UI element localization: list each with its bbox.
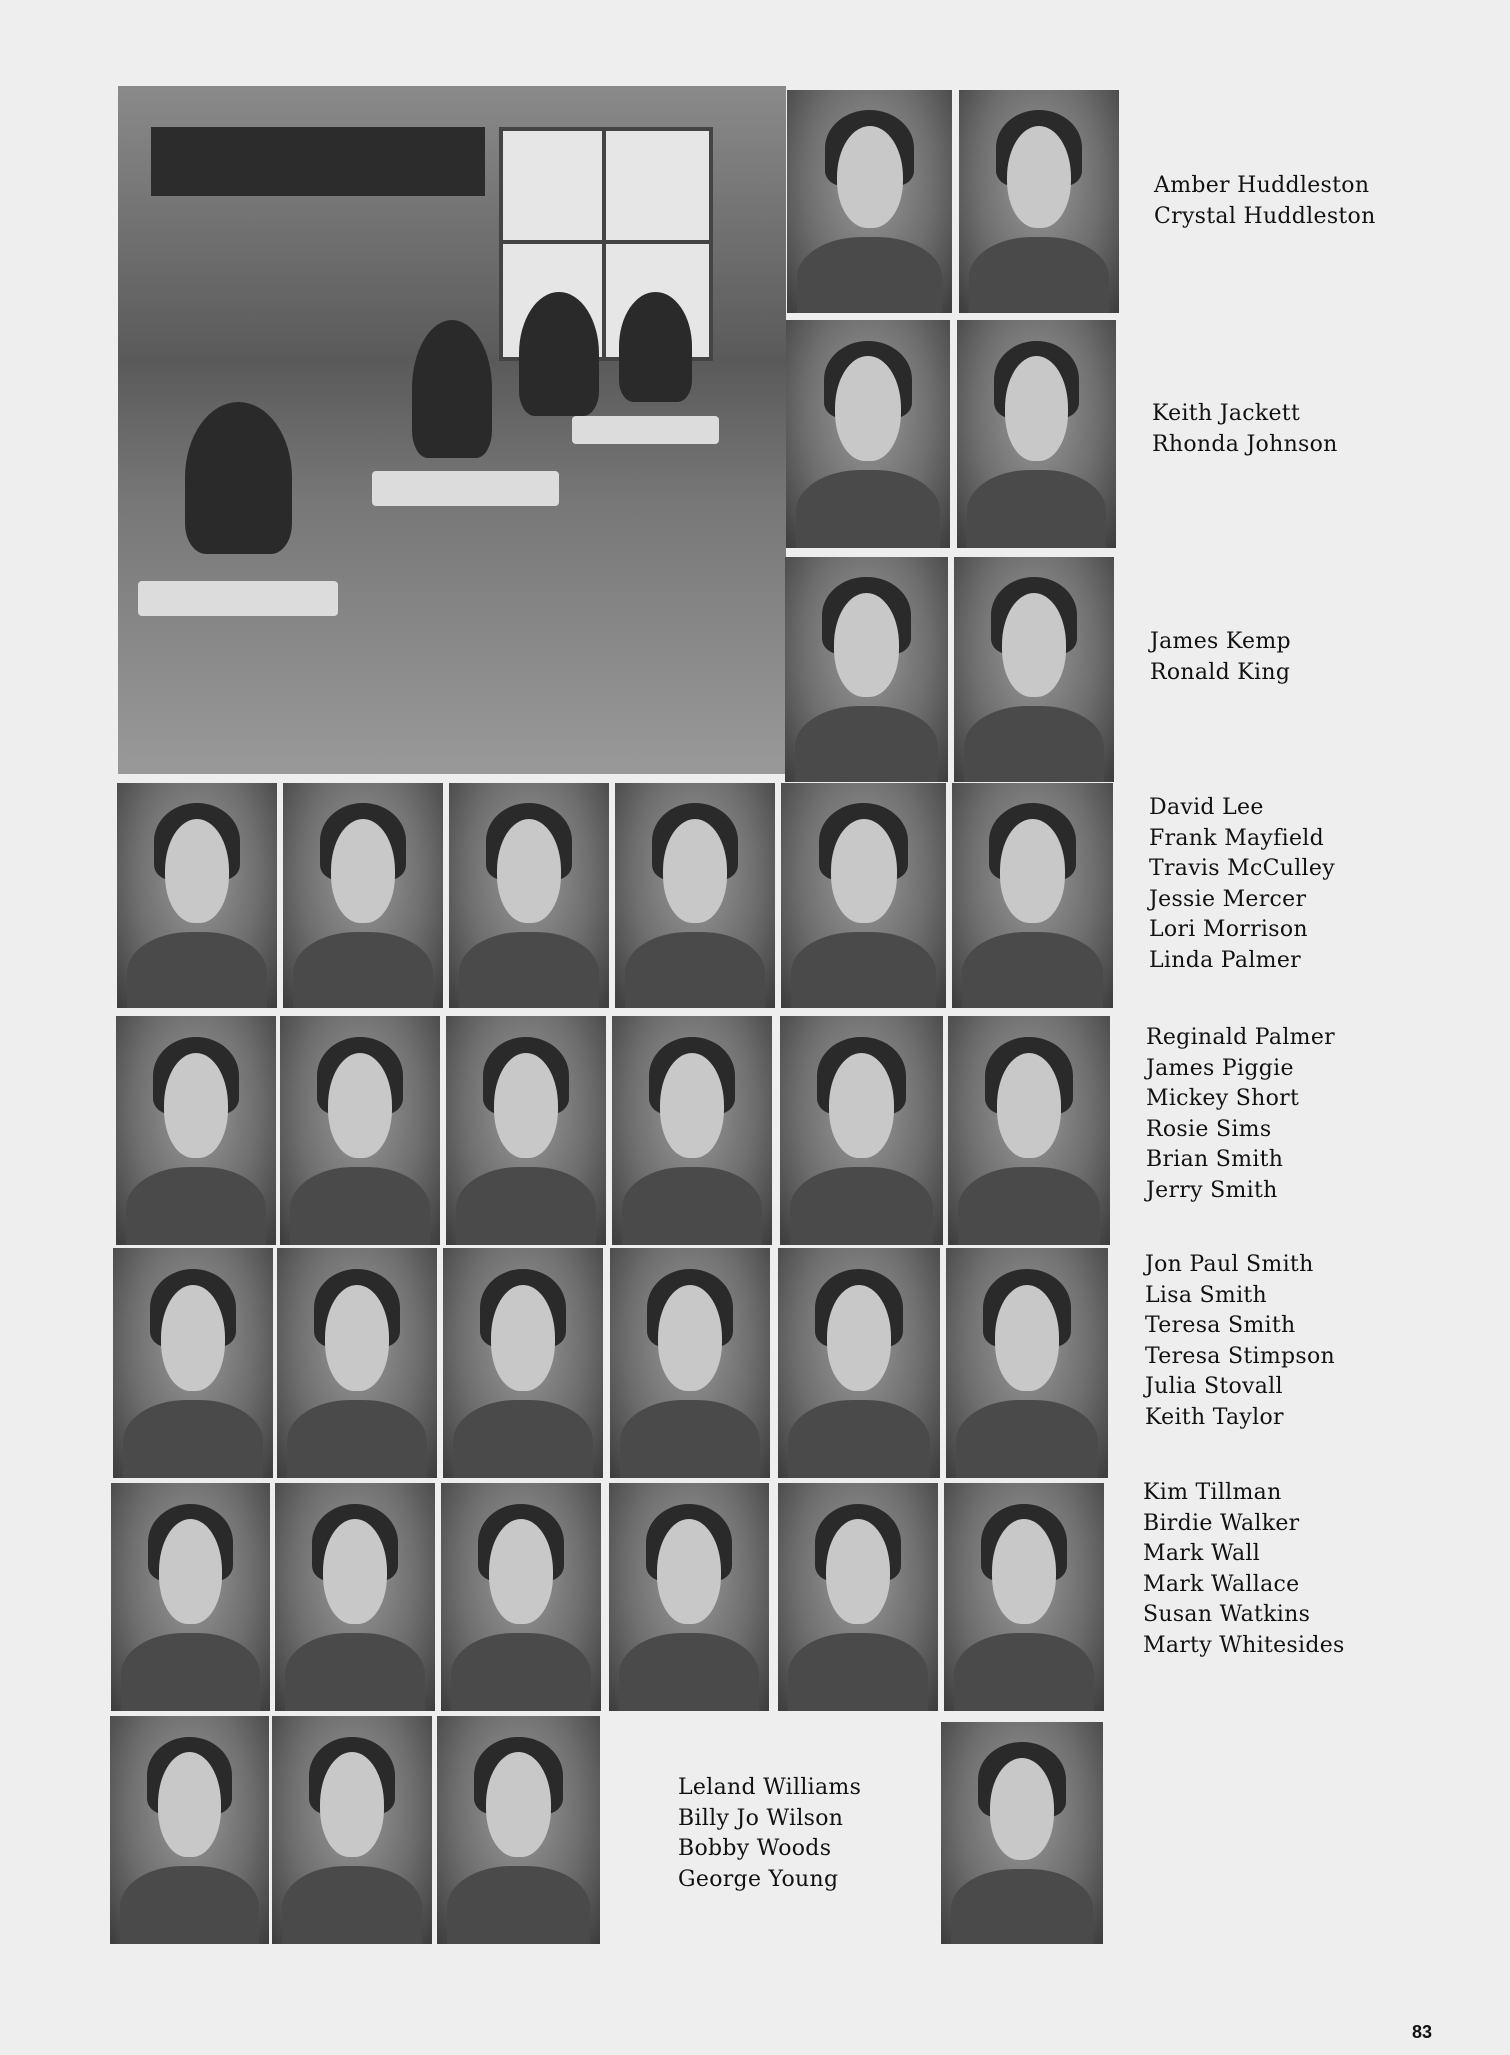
student-name: Teresa Smith [1145,1313,1296,1338]
student-portrait [785,557,948,782]
student-name: Kim Tillman [1143,1480,1282,1505]
student-portrait [612,1016,772,1245]
student-portrait [610,1248,770,1478]
student-portrait [280,1016,440,1245]
classroom-student [185,402,292,553]
classroom-student [519,292,599,416]
student-name: Billy Jo Wilson [678,1805,844,1831]
student-portrait [443,1248,603,1478]
student-name: Mickey Short [1146,1086,1300,1111]
classroom-student [412,320,492,458]
student-portrait [778,1483,938,1711]
student-name: Travis McCulley [1149,856,1335,881]
student-portrait [609,1483,769,1711]
names-group-7 [1143,1478,1345,1661]
student-portrait [787,90,952,313]
student-portrait [275,1483,435,1711]
student-portrait [277,1248,437,1478]
student-name: Mark Wallace [1143,1571,1300,1597]
names-group-4 [1149,793,1335,976]
student-name: James Kemp [1150,629,1291,654]
student-name: David Lee [1149,795,1264,820]
names-group-8 [678,1773,861,1895]
names-group-2 [1152,399,1338,460]
student-portrait [441,1483,601,1711]
student-portrait [957,320,1116,548]
student-portrait [781,783,946,1008]
student-portrait [778,1248,940,1478]
student-portrait [116,1016,276,1245]
classroom-student [619,292,692,402]
student-portrait [446,1016,606,1245]
student-portrait [780,1016,943,1245]
student-name: Jerry Smith [1146,1177,1278,1203]
student-name: Teresa Stimpson [1145,1343,1336,1369]
student-name: Keith Taylor [1145,1404,1284,1430]
student-name: Mark Wall [1143,1541,1261,1566]
names-group-1 [1154,171,1376,232]
student-portrait [113,1248,273,1478]
classroom-photo [118,86,786,774]
student-name: Linda Palmer [1149,947,1301,973]
student-portrait [946,1248,1108,1478]
student-name: Jon Paul Smith [1145,1252,1314,1277]
student-name: Lori Morrison [1149,917,1308,942]
student-name: Ronald King [1150,659,1291,685]
student-name: Rhonda Johnson [1152,431,1338,457]
student-name: George Young [678,1866,839,1892]
names-group-6 [1145,1250,1335,1433]
names-group-3 [1150,627,1291,688]
student-portrait [786,320,950,548]
student-name: Frank Mayfield [1149,825,1324,851]
student-portrait [959,90,1119,313]
student-name: Reginald Palmer [1146,1025,1335,1050]
student-name: Amber Huddleston [1154,173,1370,198]
student-name: Leland Williams [678,1775,862,1800]
student-name: Julia Stovall [1145,1374,1283,1399]
student-portrait [944,1483,1104,1711]
student-name: Crystal Huddleston [1154,203,1376,229]
student-portrait [948,1016,1110,1245]
classroom-desk [572,416,719,444]
student-name: Birdie Walker [1143,1510,1300,1536]
student-portrait [954,557,1114,782]
student-portrait [449,783,609,1008]
student-name: Susan Watkins [1143,1602,1311,1627]
classroom-shelf [151,127,485,196]
student-portrait [283,783,443,1008]
page-number: 83 [1412,2022,1433,2042]
classroom-desk [372,471,559,505]
student-portrait [110,1716,269,1944]
names-group-5 [1146,1023,1335,1206]
student-name: Rosie Sims [1146,1116,1272,1142]
classroom-desk [138,581,338,615]
student-portrait [117,783,277,1008]
student-name: Brian Smith [1146,1147,1284,1172]
student-name: Lisa Smith [1145,1282,1268,1308]
student-name: Jessie Mercer [1149,886,1307,912]
student-name: Keith Jackett [1152,401,1301,426]
student-portrait [272,1716,432,1944]
student-portrait [437,1716,600,1944]
student-name: James Piggie [1146,1055,1294,1081]
student-portrait [941,1722,1103,1944]
student-portrait [952,783,1113,1008]
student-portrait [615,783,775,1008]
student-name: Bobby Woods [678,1836,832,1861]
student-name: Marty Whitesides [1143,1632,1345,1658]
student-portrait [111,1483,270,1711]
